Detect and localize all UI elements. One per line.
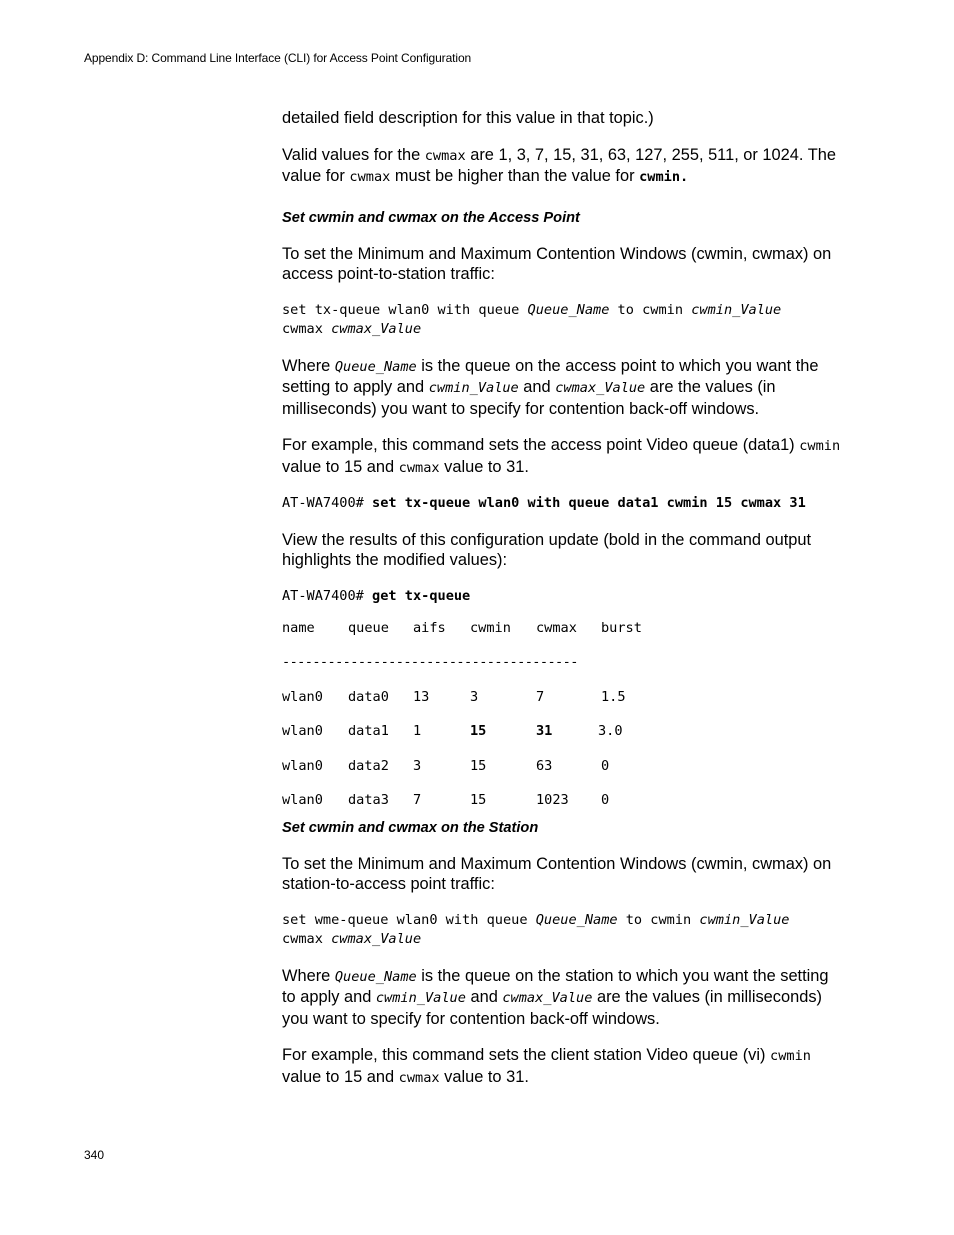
table-cell: 0 [601,757,610,774]
page-number: 340 [84,1148,105,1162]
text: value to 31. [439,457,529,476]
command-output-table [282,620,842,816]
table-cell: 7 [413,791,422,808]
table-cell: wlan0 [282,791,323,808]
command-syntax-station [282,911,842,950]
table-cell: 7 [536,688,545,705]
page-body [282,108,842,1104]
text: Where [282,356,335,375]
text: is the queue on the access point to which you want the setting to apply and [282,356,819,396]
table-row [282,758,842,792]
text: are the values (in milliseconds) you want to specify for contention back-off windows. [282,988,822,1028]
table-header-row [282,620,842,654]
table-cell: wlan0 [282,757,323,774]
column-header: queue [348,620,389,636]
code-variable: Queue_Name [334,358,417,375]
code-cwmax: cwmax [398,459,440,476]
table-cell: wlan0 [282,723,323,740]
text: are 1, 3, 7, 15, 31, 63, 127, 255, 511, or 1024. The value for [282,145,836,185]
text: value to 15 and [282,457,399,476]
code-variable: cwmin_Value [691,301,782,318]
text: is the queue on the station to which you want the setting to apply and [282,966,829,1007]
text: and [518,378,556,396]
table-cell: 1023 [536,791,569,808]
table-cell: data0 [348,688,389,705]
section-heading-station: Set cwmin and cwmax on the Station [282,819,539,836]
table-cell: 3.0 [598,723,623,740]
table-cell: data3 [348,791,389,808]
text: value to 31. [439,1067,529,1086]
code-text: cwmax [282,931,332,948]
text: and [465,988,503,1007]
code-cwmin: cwmin [799,438,841,454]
paragraph-station-intro: To set the Minimum and Maximum Contention Windows (cwmin, cwmax) on station-to-access point traffic: [282,854,832,894]
table-cell: 1.5 [601,688,626,705]
text: are the values (in milliseconds) you want to specify for contention back-off windows. [282,378,776,418]
code-variable: Queue_Name [535,911,618,928]
column-header: name [282,620,315,636]
table-cell: 15 [470,791,487,808]
code-variable: cwmax_Value [331,321,422,337]
running-header: Appendix D: Command Line Interface (CLI) for Access Point Configuration [84,51,472,65]
table-row [282,792,842,816]
table-cell: data2 [348,757,389,774]
paragraph-station-example [282,1045,842,1088]
cli-command: set tx-queue wlan0 with queue data1 cwmin 15 cwmax 31 [372,495,806,511]
code-variable: Queue_Name [334,968,417,985]
code-text: cwmax [282,321,332,337]
table-cell: wlan0 [282,688,323,705]
table-cell-highlighted: 31 [536,723,553,740]
column-header: aifs [413,620,446,636]
code-text: to cwmin [609,301,692,318]
table-cell: 13 [413,688,430,705]
paragraph-continuation: detailed field description for this value in that topic.) [282,109,654,127]
text: For example, this command sets the access point Video queue (data1) [282,436,800,454]
code-variable: cwmax_Value [331,931,422,948]
code-cwmax: cwmax [349,169,391,185]
table-cell-highlighted: 15 [470,723,487,740]
code-cwmin: cwmin. [639,169,689,185]
code-cwmax: cwmax [424,147,466,164]
text: Where [282,966,335,985]
text: value to 15 and [282,1067,399,1086]
code-variable: cwmin_Value [428,380,519,396]
table-cell: 1 [413,723,422,740]
table-cell: 3 [470,688,479,705]
paragraph-ap-intro: To set the Minimum and Maximum Contention Windows (cwmin, cwmax) on access point-to-station traffic: [282,244,832,283]
code-variable: cwmax_Value [502,990,593,1007]
table-cell: 0 [601,791,610,808]
code-variable: cwmin_Value [699,911,790,928]
table-row [282,689,842,723]
text: must be higher than the value for [390,167,640,185]
section-heading-access-point: Set cwmin and cwmax on the Access Point [282,209,580,226]
table-row [282,723,842,757]
code-text: to cwmin [617,911,700,928]
paragraph-view-results: View the results of this configuration update (bold in the command output highlights the modified values): [282,530,812,569]
table-cell: data1 [348,723,389,740]
table-cell: 63 [536,757,553,774]
code-cwmin: cwmin [770,1048,811,1065]
column-header: cwmax [536,620,577,636]
paragraph-ap-where [282,356,842,420]
table-cell: 15 [470,757,487,774]
table-separator [282,654,842,688]
paragraph-station-where [282,966,842,1030]
text: Valid values for the [282,145,425,164]
code-text: set tx-queue wlan0 with queue [282,301,528,318]
text: For example, this command sets the client station Video queue (vi) [282,1046,771,1065]
cli-prompt: AT-WA7400# [282,495,373,511]
code-text: set wme-queue wlan0 with queue [282,911,536,928]
code-cwmax: cwmax [398,1069,440,1086]
code-variable: cwmin_Value [375,990,466,1007]
column-header: cwmin [470,620,511,636]
table-cell: 3 [413,757,422,774]
code-variable: cwmax_Value [555,380,646,396]
cli-command: get tx-queue [372,587,471,604]
command-example-get [282,587,842,607]
separator-line: --------------------------------------- [282,654,578,671]
command-example-set [282,494,842,514]
command-syntax-ap [282,301,842,340]
code-variable: Queue_Name [527,301,610,318]
cli-prompt: AT-WA7400# [282,587,373,604]
paragraph-valid-values [282,145,842,188]
paragraph-ap-example [282,435,842,478]
column-header: burst [601,620,642,636]
